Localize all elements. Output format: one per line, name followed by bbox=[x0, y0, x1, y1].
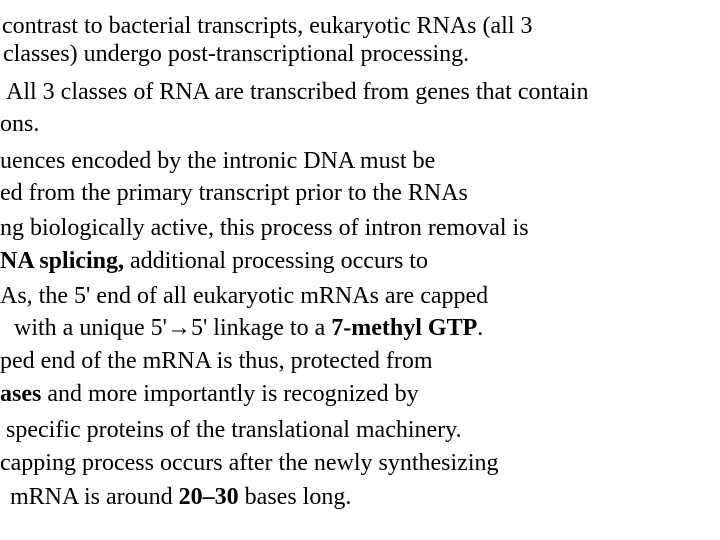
text-run: contrast to bacterial transcripts, eukaryotic RNAs (all 3 bbox=[2, 13, 533, 39]
text-line bbox=[0, 179, 468, 207]
text-line bbox=[0, 214, 529, 242]
text-line bbox=[0, 282, 488, 310]
text-run: mRNA is around bbox=[10, 484, 179, 510]
bold-term: 20–30 bbox=[178, 484, 239, 510]
text-run: additional processing occurs to bbox=[124, 248, 428, 274]
text-line bbox=[6, 78, 589, 106]
text-line bbox=[2, 12, 533, 40]
text-run: All 3 classes of RNA are transcribed from genes that contain bbox=[6, 79, 589, 105]
bold-term: ases bbox=[0, 381, 42, 407]
text-run: ng biologically active, this process of intron removal is bbox=[0, 215, 529, 241]
text-run: with a unique 5'→5' linkage to a bbox=[14, 315, 332, 341]
text-run: As, the 5' end of all eukaryotic mRNAs are capped bbox=[0, 283, 489, 309]
text-run: and more importantly is recognized by bbox=[41, 381, 419, 407]
text-run: classes) undergo post-transcriptional processing. bbox=[3, 41, 470, 67]
text-line bbox=[6, 416, 462, 444]
text-run: . bbox=[477, 315, 484, 341]
text-run: ons. bbox=[0, 111, 40, 137]
text-line bbox=[0, 247, 428, 275]
text-line bbox=[0, 110, 39, 138]
text-line bbox=[3, 40, 469, 68]
bold-term: 7-methyl GTP bbox=[331, 315, 478, 341]
text-run: bases long. bbox=[238, 484, 352, 510]
text-line bbox=[0, 147, 435, 175]
text-run: ped end of the mRNA is thus, protected from bbox=[0, 348, 433, 374]
bold-term: NA splicing, bbox=[0, 248, 125, 274]
text-run: specific proteins of the translational machinery. bbox=[6, 417, 462, 443]
text-line bbox=[0, 380, 419, 408]
text-run: capping process occurs after the newly synthesizing bbox=[0, 450, 499, 476]
text-line bbox=[0, 449, 499, 477]
text-line bbox=[10, 483, 351, 511]
text-line bbox=[14, 314, 483, 342]
text-line bbox=[0, 347, 433, 375]
text-run: uences encoded by the intronic DNA must be bbox=[0, 148, 436, 174]
text-run: ed from the primary transcript prior to the RNAs bbox=[0, 180, 468, 206]
